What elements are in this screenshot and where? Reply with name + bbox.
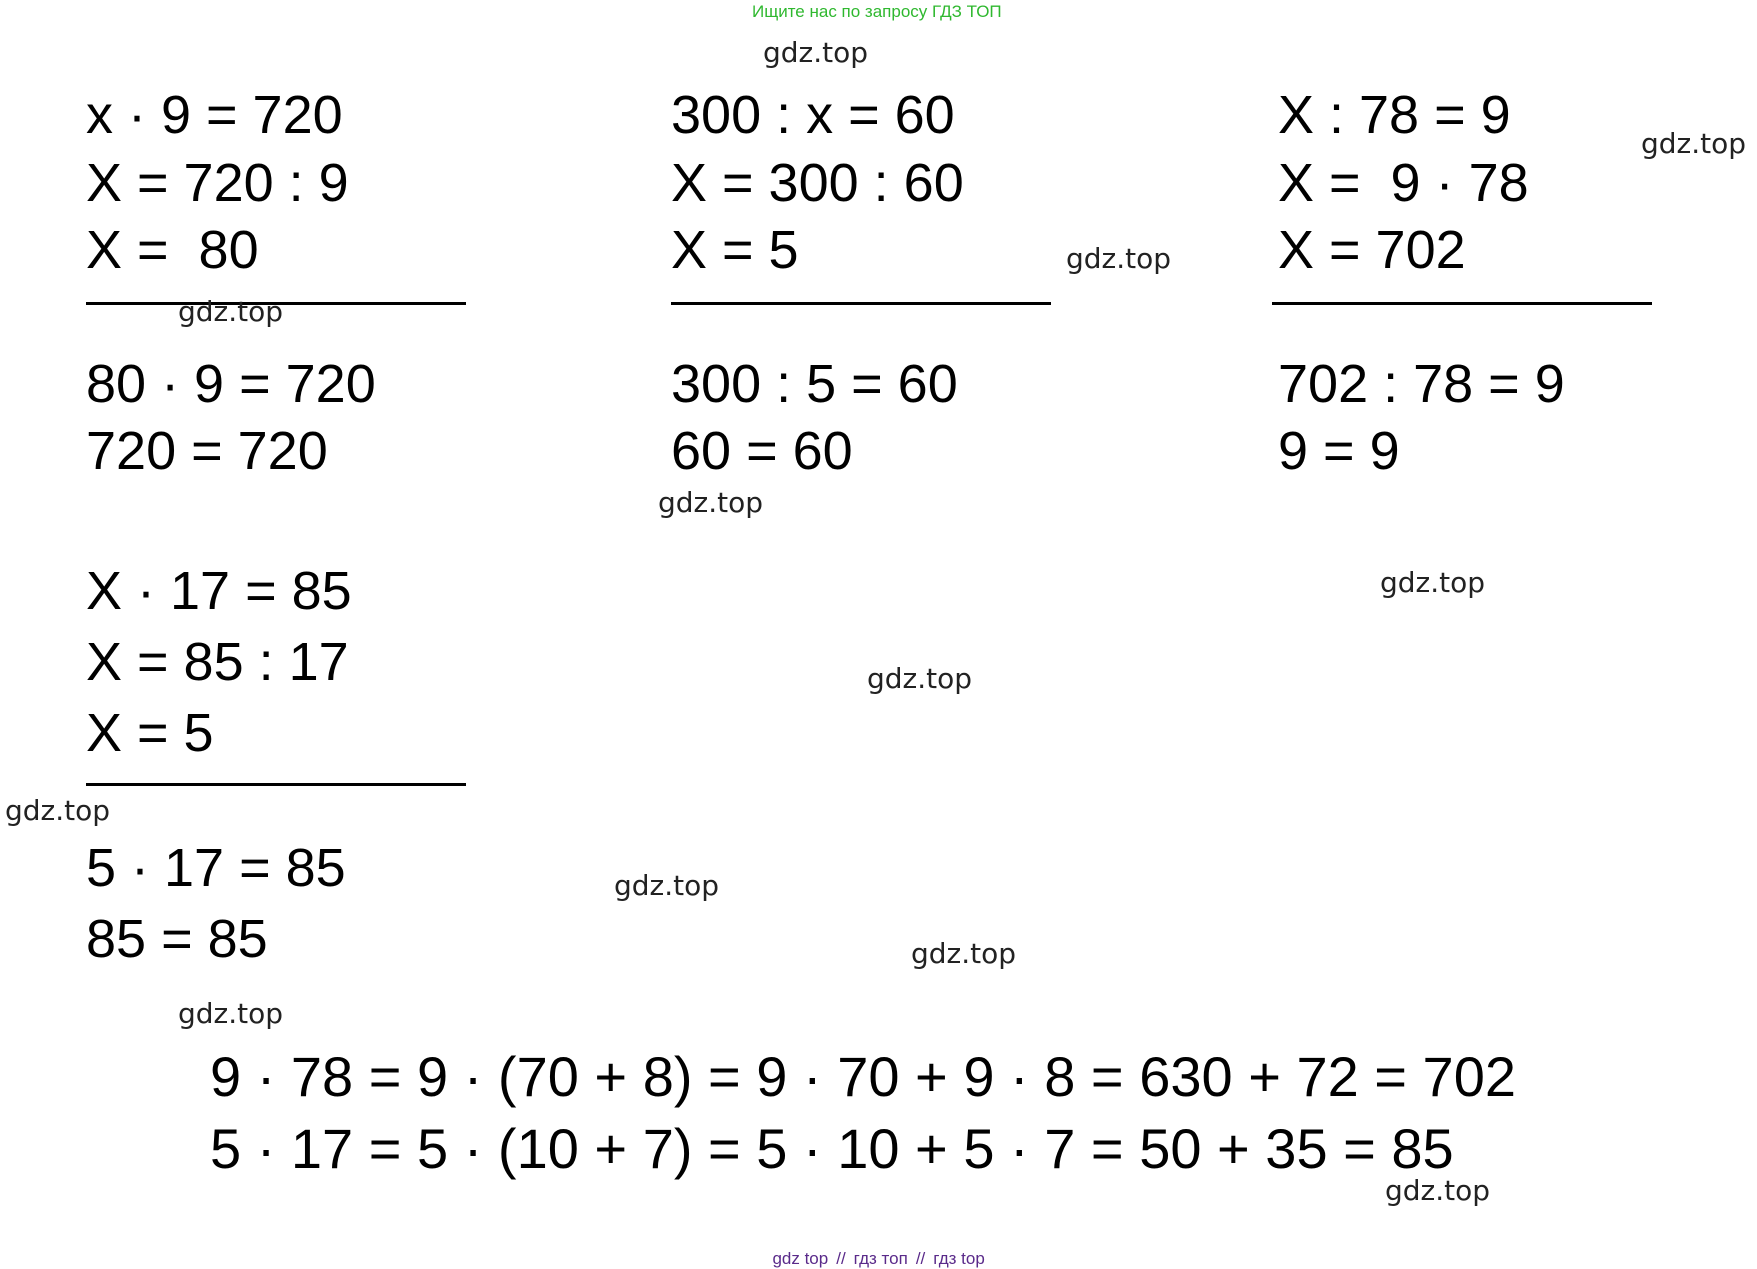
block3-divider — [1272, 302, 1652, 305]
block1-eq-line1: x · 9 = 720 — [86, 85, 343, 145]
block2-check-line2: 60 = 60 — [671, 421, 853, 481]
bottom-footer — [763, 1229, 985, 1269]
footer-item: гдз топ — [853, 1249, 908, 1268]
block4-eq-line3: X = 5 — [86, 703, 214, 763]
block2-eq-line3: X = 5 — [671, 220, 799, 280]
block2-divider — [671, 302, 1051, 305]
block4-check-line2: 85 = 85 — [86, 909, 268, 969]
block3-check-line2: 9 = 9 — [1278, 421, 1400, 481]
watermark: gdz.top — [1641, 127, 1747, 160]
watermark: gdz.top — [1066, 242, 1172, 275]
block4-eq-line2: X = 85 : 17 — [86, 632, 349, 692]
block1-check-line1: 80 · 9 = 720 — [86, 354, 376, 414]
block1-check-line2: 720 = 720 — [86, 421, 328, 481]
footer-item: гдз top — [933, 1249, 985, 1268]
expansion-line2: 5 · 17 = 5 · (10 + 7) = 5 · 10 + 5 · 7 = 50 + 35 = 85 — [210, 1117, 1454, 1180]
block2-check-line1: 300 : 5 = 60 — [671, 354, 958, 414]
block2-eq-line2: X = 300 : 60 — [671, 153, 964, 213]
block3-eq-line3: X = 702 — [1278, 220, 1466, 280]
block1-eq-line2: X = 720 : 9 — [86, 153, 349, 213]
watermark: gdz.top — [658, 486, 764, 519]
footer-separator: // — [836, 1249, 846, 1268]
top-banner: Ищите нас по запросу ГДЗ ТОП — [752, 2, 1002, 21]
watermark: gdz.top — [178, 997, 284, 1030]
watermark: gdz.top — [911, 937, 1017, 970]
block2-eq-line1: 300 : x = 60 — [671, 85, 955, 145]
watermark: gdz.top — [178, 295, 284, 328]
footer-separator: // — [915, 1249, 926, 1268]
block4-check-line1: 5 · 17 = 85 — [86, 838, 346, 898]
watermark: gdz.top — [5, 794, 111, 827]
watermark: gdz.top — [614, 869, 720, 902]
block3-check-line1: 702 : 78 = 9 — [1278, 354, 1565, 414]
watermark: gdz.top — [763, 36, 869, 69]
block4-eq-line1: X · 17 = 85 — [86, 561, 352, 621]
watermark: gdz.top — [867, 662, 973, 695]
footer-item: gdz top — [772, 1249, 829, 1268]
block3-eq-line2: X = 9 · 78 — [1278, 153, 1529, 213]
expansion-line1: 9 · 78 = 9 · (70 + 8) = 9 · 70 + 9 · 8 = 630 + 72 = 702 — [210, 1045, 1516, 1108]
watermark: gdz.top — [1385, 1174, 1491, 1207]
watermark: gdz.top — [1380, 566, 1486, 599]
block3-eq-line1: X : 78 = 9 — [1278, 85, 1511, 145]
block4-divider — [86, 783, 466, 786]
block1-eq-line3: X = 80 — [86, 220, 259, 280]
